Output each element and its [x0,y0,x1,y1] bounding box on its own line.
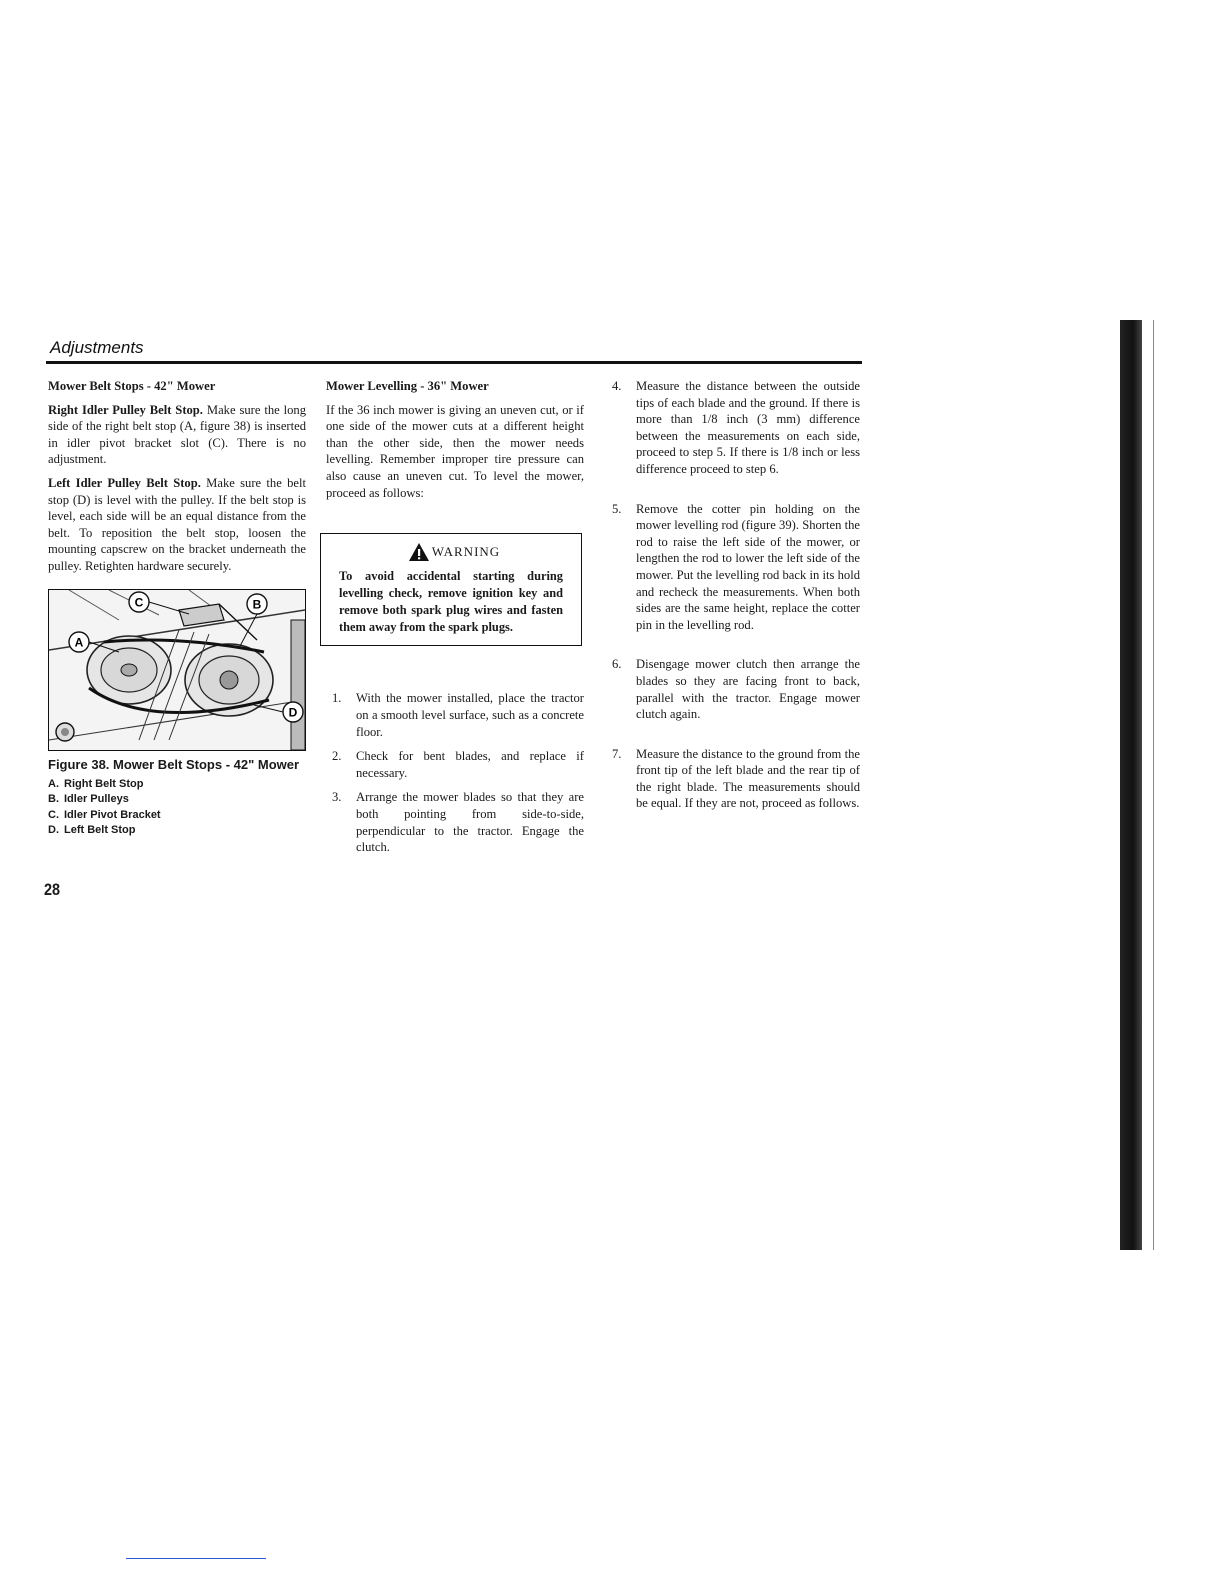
text-right-idler: Make sure the long side of the right belt stop (A, figure 38) is inserted in idler pivot bracket slot (C). There is no adjustment. [48,402,307,467]
warning-triangle-icon [408,542,430,562]
paragraph-levelling-intro: If the 36 inch mower is giving an uneven cut, or if one side of the mower cuts at a different height than the other side, then the mower needs levelling. Remember improper tire pressure can also cause an uneven cut. To level the mower, proceed as follows: [326,402,584,500]
legend-item [48,808,306,824]
legend-key: C. [48,808,59,821]
lead-left-idler: Left Idler Pulley Belt Stop. [48,475,201,490]
legend-label: Idler Pulleys [64,793,129,806]
svg-text:B: B [252,597,262,612]
scan-edge [1120,320,1142,1250]
legend-key: D. [48,824,59,837]
step-number: 7. [612,746,622,761]
bottom-link-underline [126,1558,266,1559]
warning-body: To avoid accidental starting during levelling check, remove ignition key and remove both spark plug wires and fasten them away from the spark plugs. [339,569,563,634]
step-text: Measure the distance to the ground from the front tip of the left blade and the rear tip of the right blade. The measurements should be equal. If they are not, proceed as follows. [636,746,860,811]
legend-label: Idler Pivot Bracket [64,808,161,821]
step-text: Check for bent blades, and replace if necessary. [356,749,584,780]
step-number: 1. [332,691,342,706]
step-text: Measure the distance between the outside tips of each blade and the ground. If there is more than 1/8 inch (3 mm) difference between the measurements on each side, proceed to step 5. If there is 1/8 inch or less difference proceed to step 6. [636,379,860,476]
column-2 [326,378,584,864]
warning-title: WARNING [431,543,501,559]
svg-text:D: D [288,705,298,720]
warning-header [339,542,563,562]
step-number: 6. [612,657,622,672]
callout-c-icon [129,592,149,612]
list-item [326,690,584,740]
step-text: With the mower installed, place the tractor on a smooth level surface, such as a concrete floor. [356,691,584,739]
step-text: Disengage mower clutch then arrange the blades so they are facing front to back, parallel with the tractor. Engage mower clutch again. [636,657,860,722]
list-item [326,789,584,855]
callout-d-icon [283,702,303,722]
list-item [606,501,860,634]
legend-label: Right Belt Stop [64,777,144,790]
paragraph-left-idler [48,475,306,575]
legend-key: B. [48,793,59,806]
figure-38-illustration [48,589,306,751]
legend-key: A. [48,777,59,790]
steps-list-1 [326,690,584,855]
svg-text:A: A [74,635,84,650]
header-rule [46,361,862,364]
belt-stop-drawing [49,590,305,750]
step-number: 2. [332,749,342,764]
page-number: 28 [44,880,61,899]
column-3 [606,378,860,835]
section-title: Adjustments [50,338,144,357]
paragraph-right-idler [48,402,306,468]
step-text: Arrange the mower blades so that they are both pointing from side-to-side, perpendicular to the tractor. Engage the clutch. [356,790,584,855]
svg-text:C: C [134,595,144,610]
list-item [606,746,860,812]
list-item [326,748,584,781]
legend-item [48,777,306,793]
lead-right-idler: Right Idler Pulley Belt Stop. [48,402,203,417]
list-item [606,656,860,722]
step-number: 3. [332,790,342,805]
legend-item [48,792,306,808]
column-1 [48,378,306,839]
legend-label: Left Belt Stop [64,824,136,837]
steps-list-2 [606,378,860,812]
list-item [606,378,860,478]
step-number: 5. [612,501,622,516]
warning-box [320,533,582,646]
step-number: 4. [612,379,622,393]
step-text: Remove the cotter pin holding on the mower levelling rod (figure 39). Shorten the rod to raise the left side of the mower, or lengthen the rod to lower the left side of the mower. Put the levelling rod back in its hold and recheck the measurements. When both sides are the same height, replace the cotter pin in the levelling rod. [636,501,860,632]
callout-a-icon [69,632,89,652]
scan-edge-line [1153,320,1154,1250]
figure-38-caption: Figure 38. Mower Belt Stops - 42" Mower [48,756,300,772]
callout-b-icon [247,594,267,614]
heading-levelling: Mower Levelling - 36" Mower [326,379,489,393]
figure-38-legend [48,777,306,839]
text-left-idler: Make sure the belt stop (D) is level with the pulley. If the belt stop is level, each side will be an equal distance from the belt. To reposition the belt stop, loosen the mounting capscrew on the bracket underneath the pulley. Retighten hardware securely. [48,475,306,573]
legend-item [48,823,306,839]
heading-belt-stops: Mower Belt Stops - 42" Mower [48,379,216,393]
